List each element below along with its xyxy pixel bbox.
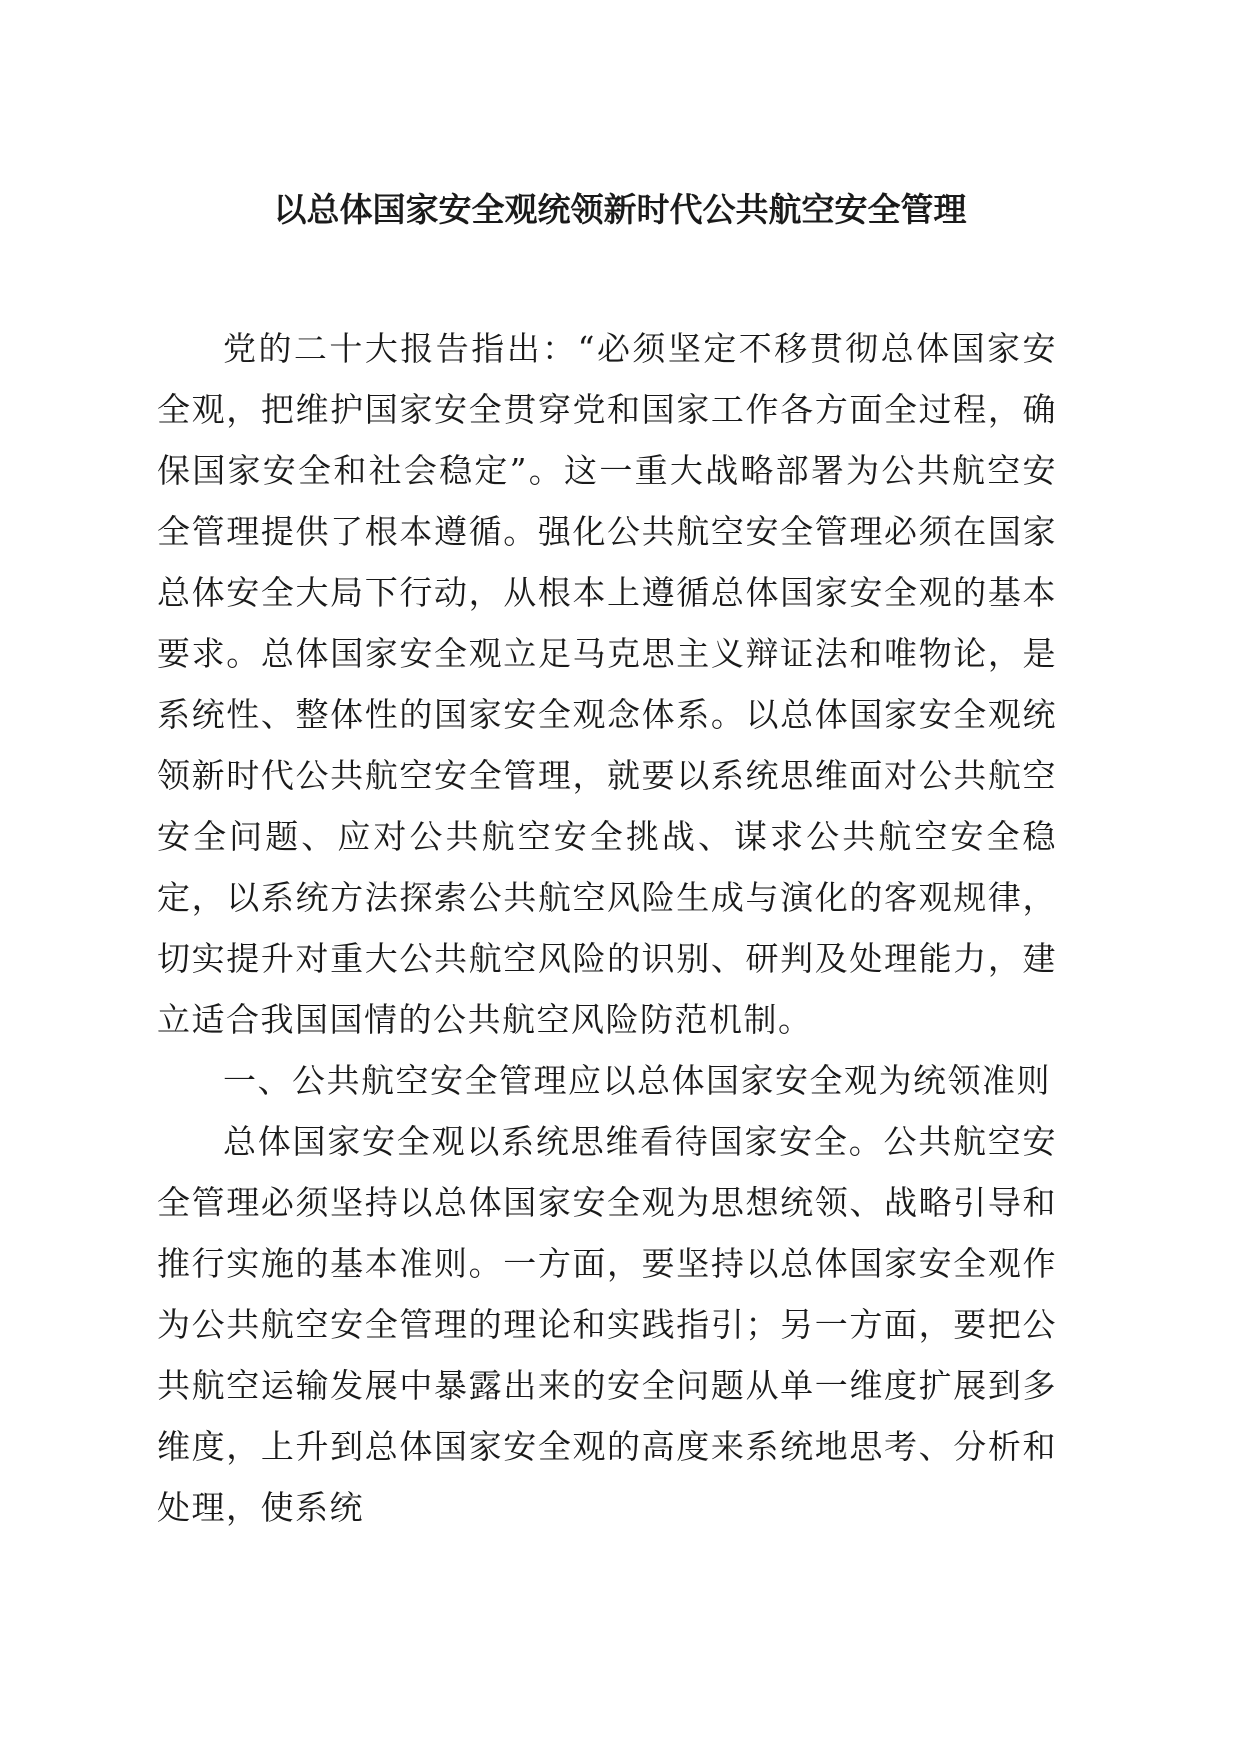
document-title: 以总体国家安全观统领新时代公共航空安全管理 xyxy=(273,190,967,229)
section-heading-1: 一、公共航空安全管理应以总体国家安全观为统领准则 xyxy=(223,1061,1051,1100)
paragraph-intro: 党的二十大报告指出：“必须坚定不移贯彻总体国家安全观，把维护国家安全贯穿党和国家工作各方面全过程，确保国家安全和社会稳定”。这一重大战略部署为公共航空安全管理提供了根本遵循。强化公共航空安全管理必须在国家总体安全大局下行动，从根本上遵循总体国家安全观的基本要求。总体国家安全观立足马克思主义辩证法和唯物论，是系统性、整体性的国家安全观念体系。以总体国家安全观统领新时代公共航空安全管理，就要以系统思维面对公共航空安全问题、应对公共航空安全挑战、谋求公共航空安全稳定，以系统方法探索公共航空风险生成与演化的客观规律，切实提升对重大公共航空风险的识别、研判及处理能力，建立适合我国国情的公共航空风险防范机制。 xyxy=(157,329,1057,1039)
paragraph-section-1: 总体国家安全观以系统思维看待国家安全。公共航空安全管理必须坚持以总体国家安全观为思想统领、战略引导和推行实施的基本准则。一方面，要坚持以总体国家安全观作为公共航空安全管理的理论和实践指引；另一方面，要把公共航空运输发展中暴露出来的安全问题从单一维度扩展到多维度，上升到总体国家安全观的高度来系统地思考、分析和处理，使系统 xyxy=(157,1122,1057,1527)
document-body xyxy=(157,318,1057,1538)
